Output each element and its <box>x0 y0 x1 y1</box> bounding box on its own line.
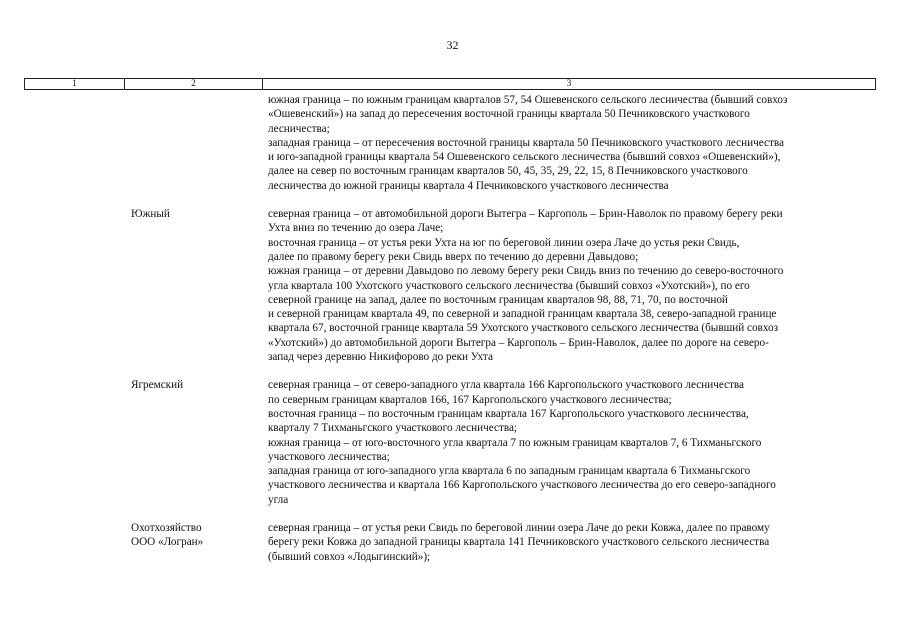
boundary-text-line: «Ухотский») до автомобильной дороги Вытегра – Каргополь – Брин-Наволок, далее по дороге на северо- <box>268 336 769 349</box>
boundary-description-cell <box>262 378 876 507</box>
column-number-3: 3 <box>566 79 572 89</box>
area-name-cell <box>124 93 262 193</box>
area-name-cell <box>124 378 262 507</box>
boundary-text-line: западная граница от юго-западного угла квартала 6 по западным границам квартала 6 Тихманьгского <box>268 465 751 478</box>
table-row <box>24 207 876 364</box>
table-row <box>24 378 876 507</box>
area-name-cell <box>124 207 262 364</box>
boundary-text-line: и юго-западной границы квартала 54 Ошевенского сельского лесничества (бывший совхоз «Ошевенский»), <box>268 151 781 164</box>
boundary-text-line: северной границе на запад, далее по восточным границам кварталов 98, 88, 71, 70, по восточной <box>268 293 728 306</box>
cell-col1 <box>24 93 124 193</box>
boundary-description-cell <box>262 93 876 193</box>
row-spacer <box>24 193 876 207</box>
boundary-text-line: (бывший совхоз «Лодыгинский»); <box>268 550 431 563</box>
boundary-text-line: западная граница – от пересечения восточной границы квартала 50 Печниковского участкового лесничества <box>268 136 784 149</box>
cell-col1 <box>24 207 124 364</box>
boundary-description-cell <box>262 207 876 364</box>
boundary-text-line: восточная граница – по восточным границам квартала 167 Каргопольского участкового лесничества, <box>268 407 749 420</box>
area-name-line: Ягремский <box>131 379 184 392</box>
boundary-text-line: кварталу 7 Тихманьгского участкового лесничества; <box>268 422 518 435</box>
boundary-text-line: северная граница – от северо-западного угла квартала 166 Каргопольского участкового лесничества <box>268 379 745 392</box>
boundary-text-line: квартала 67, восточной границе квартала 59 Ухотского участкового сельского лесничества (бывший совхоз <box>268 322 779 335</box>
column-number-2: 2 <box>125 79 263 89</box>
area-name-line: Охотхозяйство <box>131 522 202 535</box>
table-row <box>24 521 876 564</box>
boundary-text-line: восточная граница – от устья реки Ухта на юг по береговой линии озера Лаче до устья реки Свидь, <box>268 236 740 249</box>
area-name-line: Южный <box>131 208 170 221</box>
boundary-text-line: южная граница – от юго-восточного угла квартала 7 по южным границам кварталов 7, 6 Тихманьгского <box>268 436 762 449</box>
boundary-text-line: северная граница – от автомобильной дороги Вытегра – Каргополь – Брин-Наволок по правому берегу реки <box>268 208 783 221</box>
boundary-text-line: далее по правому берегу реки Свидь вверх по течению до деревни Давыдово; <box>268 250 639 263</box>
cell-col1 <box>24 378 124 507</box>
boundary-text-line: «Ошевенский») на запад до пересечения восточной границы квартала 50 Печниковского участкового <box>268 108 750 121</box>
boundary-text-line: южная граница – по южным границам кварталов 57, 54 Ошевенского сельского лесничества (бывший совхоз <box>268 94 788 106</box>
area-name-cell <box>124 521 262 564</box>
table-column-header <box>24 78 876 90</box>
boundary-text-line: берегу реки Ковжа до западной границы квартала 141 Печниковского участкового сельского лесничества <box>268 536 770 549</box>
boundary-text-line: угла <box>268 493 289 506</box>
column-number-1: 1 <box>25 79 125 89</box>
boundary-description-cell <box>262 521 876 564</box>
boundary-text-line: Ухта вниз по течению до озера Лаче; <box>268 222 444 235</box>
boundary-text-line: южная граница – от деревни Давыдово по левому берегу реки Свидь вниз по течению до северо-восточного <box>268 265 784 278</box>
boundary-text-line: лесничества до южной границы квартала 4 Печниковского участкового лесничества <box>268 179 669 192</box>
table-row <box>24 93 876 193</box>
row-spacer <box>24 507 876 521</box>
page-number: 32 <box>446 38 459 52</box>
boundary-text-line: северная граница – от устья реки Свидь по береговой линии озера Лаче до реки Ковжа, далее по правому <box>268 522 770 535</box>
boundary-text-line: участкового лесничества; <box>268 450 390 463</box>
row-spacer <box>24 364 876 378</box>
boundary-text-line: далее на север по восточным границам кварталов 50, 45, 35, 29, 22, 15, 8 Печниковского участкового <box>268 165 748 178</box>
boundary-text-line: по северным границам кварталов 166, 167 Каргопольского участкового лесничества; <box>268 393 672 406</box>
boundary-text-line: лесничества; <box>268 122 330 135</box>
table-body <box>24 93 876 564</box>
boundary-text-line: и северной границам квартала 49, по северной и западной границам квартала 38, северо-западной границе <box>268 308 777 321</box>
boundary-text-line: угла квартала 100 Ухотского участкового сельского лесничества (бывший совхоз «Ухотский»), по его <box>268 279 750 292</box>
area-name-line: ООО «Логран» <box>131 536 204 549</box>
boundary-text-line: участкового лесничества и квартала 166 Каргопольского участкового лесничества до его северо-западного <box>268 479 776 492</box>
boundary-text-line: запад через деревню Никифорово до реки Ухта <box>268 351 493 364</box>
cell-col1 <box>24 521 124 564</box>
